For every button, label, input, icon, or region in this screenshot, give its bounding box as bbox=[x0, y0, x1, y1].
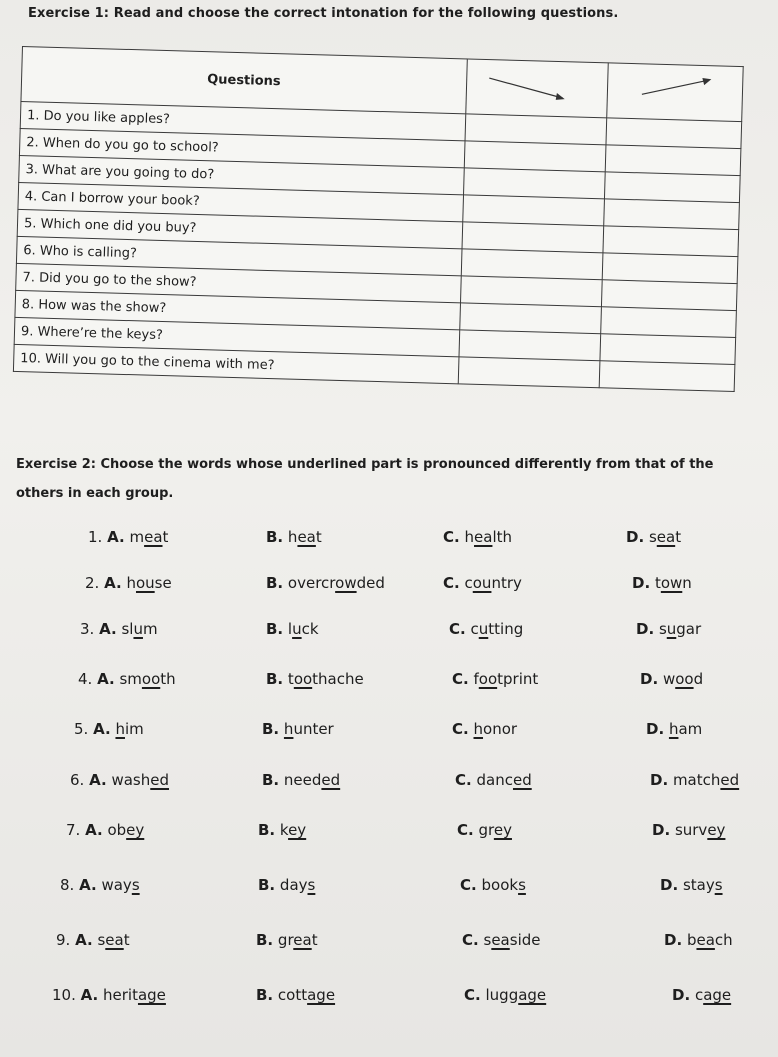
option-word bbox=[111, 771, 169, 789]
option-c[interactable] bbox=[452, 720, 517, 738]
item-number: 6. bbox=[70, 771, 85, 789]
option-letter: B. bbox=[256, 931, 274, 949]
option-letter: A. bbox=[99, 620, 117, 638]
option-a[interactable] bbox=[85, 574, 172, 592]
word-prefix: w bbox=[662, 670, 676, 688]
word-prefix: herit bbox=[103, 986, 138, 1004]
word-prefix: h bbox=[464, 528, 475, 546]
question-item-8 bbox=[0, 876, 778, 900]
falling-answer-cell[interactable] bbox=[461, 249, 603, 280]
option-letter: B. bbox=[258, 821, 276, 839]
underlined-part: ou bbox=[472, 574, 492, 592]
option-b[interactable] bbox=[256, 931, 318, 949]
falling-answer-cell[interactable] bbox=[459, 330, 601, 361]
option-c[interactable] bbox=[452, 670, 538, 688]
question-item-1 bbox=[0, 528, 778, 552]
option-word bbox=[284, 720, 334, 738]
falling-arrow-icon bbox=[484, 72, 575, 105]
option-d[interactable] bbox=[650, 771, 739, 789]
option-letter: B. bbox=[256, 986, 274, 1004]
option-word bbox=[129, 528, 168, 546]
question-item-7 bbox=[0, 821, 778, 845]
falling-answer-cell[interactable] bbox=[458, 357, 600, 388]
word-prefix: way bbox=[101, 876, 132, 894]
underlined-part: u bbox=[292, 620, 302, 638]
option-word bbox=[284, 771, 340, 789]
option-b[interactable] bbox=[256, 986, 335, 1004]
exercise2-title bbox=[16, 450, 776, 508]
word-prefix: b bbox=[686, 931, 697, 949]
option-letter: B. bbox=[266, 620, 284, 638]
option-word bbox=[479, 821, 512, 839]
option-b[interactable] bbox=[258, 821, 306, 839]
rising-answer-cell[interactable] bbox=[600, 334, 736, 365]
rising-answer-cell[interactable] bbox=[604, 172, 740, 203]
question-text: 3. What are you going to do? bbox=[19, 155, 464, 194]
item-number: 2. bbox=[85, 574, 100, 592]
falling-answer-cell[interactable] bbox=[459, 303, 601, 334]
word-prefix: cott bbox=[277, 986, 308, 1004]
option-c[interactable] bbox=[457, 821, 512, 839]
option-c[interactable] bbox=[460, 876, 526, 894]
word-prefix: s bbox=[658, 620, 667, 638]
word-suffix: unter bbox=[293, 720, 334, 738]
falling-answer-cell[interactable] bbox=[464, 141, 606, 172]
falling-answer-cell[interactable] bbox=[462, 195, 604, 226]
option-a[interactable] bbox=[78, 670, 176, 688]
option-b[interactable] bbox=[262, 720, 334, 738]
exercise1-label: Exercise 1: bbox=[28, 6, 110, 21]
underlined-part: ed bbox=[150, 771, 170, 789]
rising-answer-cell[interactable] bbox=[605, 145, 741, 176]
question-text: 6. Who is calling? bbox=[16, 236, 461, 275]
option-letter: A. bbox=[104, 574, 122, 592]
option-letter: C. bbox=[455, 771, 472, 789]
option-word bbox=[474, 670, 539, 688]
word-prefix: s bbox=[483, 931, 492, 949]
option-letter: D. bbox=[646, 720, 665, 738]
word-prefix: stay bbox=[682, 876, 715, 894]
underlined-part: oo bbox=[293, 670, 313, 688]
option-letter: A. bbox=[80, 986, 99, 1004]
question-text: 2. When do you go to school? bbox=[19, 128, 464, 167]
option-word bbox=[121, 620, 157, 638]
word-prefix: sm bbox=[119, 670, 142, 688]
option-letter: B. bbox=[262, 720, 280, 738]
option-letter: A. bbox=[85, 821, 103, 839]
falling-answer-cell[interactable] bbox=[460, 276, 602, 307]
underlined-part: ou bbox=[135, 574, 155, 592]
rising-answer-cell[interactable] bbox=[601, 280, 737, 311]
option-letter: D. bbox=[636, 620, 655, 638]
rising-answer-cell[interactable] bbox=[603, 226, 739, 257]
rising-answer-cell[interactable] bbox=[601, 307, 737, 338]
option-word bbox=[687, 931, 733, 949]
rising-arrow-header bbox=[607, 63, 744, 122]
option-word bbox=[484, 931, 541, 949]
underlined-part: ed bbox=[321, 771, 341, 789]
underlined-part: ey bbox=[288, 821, 307, 839]
option-b[interactable] bbox=[266, 670, 364, 688]
option-word bbox=[107, 821, 144, 839]
option-word bbox=[659, 620, 701, 638]
option-d[interactable] bbox=[652, 821, 725, 839]
underlined-part: oo bbox=[478, 670, 498, 688]
option-word bbox=[280, 821, 306, 839]
option-word bbox=[669, 720, 702, 738]
underlined-part: h bbox=[115, 720, 125, 738]
question-text: 5. Which one did you buy? bbox=[17, 209, 462, 248]
option-a[interactable] bbox=[74, 720, 144, 738]
word-suffix: m bbox=[142, 620, 158, 638]
exercise2-label: Exercise 2: bbox=[16, 457, 96, 472]
word-prefix: gr bbox=[478, 821, 494, 839]
question-item-5 bbox=[0, 720, 778, 744]
option-b[interactable] bbox=[262, 771, 340, 789]
word-prefix: c bbox=[470, 620, 479, 638]
question-text: 8. How was the show? bbox=[15, 290, 460, 329]
option-letter: C. bbox=[443, 528, 460, 546]
word-prefix: t bbox=[654, 574, 661, 592]
option-b[interactable] bbox=[266, 620, 319, 638]
question-text: 9. Where’re the keys? bbox=[14, 317, 459, 356]
option-d[interactable] bbox=[664, 931, 733, 949]
rising-answer-cell[interactable] bbox=[604, 199, 740, 230]
option-letter: D. bbox=[626, 528, 645, 546]
word-suffix: t bbox=[315, 528, 322, 546]
word-suffix: gar bbox=[676, 620, 702, 638]
word-suffix: thache bbox=[312, 670, 364, 688]
option-c[interactable] bbox=[464, 986, 546, 1004]
option-c[interactable] bbox=[443, 528, 512, 546]
underlined-part: ey bbox=[126, 821, 145, 839]
underlined-part: oo bbox=[675, 670, 694, 688]
underlined-part: ey bbox=[493, 821, 512, 839]
word-prefix: c bbox=[464, 574, 473, 592]
word-prefix: s bbox=[97, 931, 106, 949]
item-number: 7. bbox=[66, 821, 81, 839]
item-number: 8. bbox=[60, 876, 75, 894]
rising-answer-cell[interactable] bbox=[606, 118, 742, 149]
option-letter: C. bbox=[449, 620, 466, 638]
word-prefix: sl bbox=[121, 620, 134, 638]
option-b[interactable] bbox=[258, 876, 315, 894]
option-d[interactable] bbox=[672, 986, 731, 1004]
option-word bbox=[683, 876, 723, 894]
option-letter: C. bbox=[464, 986, 481, 1004]
option-letter: C. bbox=[452, 720, 469, 738]
option-letter: C. bbox=[452, 670, 469, 688]
option-letter: C. bbox=[457, 821, 474, 839]
word-suffix: im bbox=[124, 720, 144, 738]
option-letter: D. bbox=[632, 574, 651, 592]
underlined-part: ea bbox=[293, 931, 312, 949]
option-word bbox=[115, 720, 143, 738]
item-number: 5. bbox=[74, 720, 89, 738]
word-prefix: k bbox=[279, 821, 289, 839]
option-c[interactable] bbox=[449, 620, 523, 638]
question-text: 1. Do you like apples? bbox=[20, 101, 465, 140]
falling-arrow-header bbox=[465, 59, 608, 118]
option-letter: D. bbox=[672, 986, 691, 1004]
option-a[interactable] bbox=[60, 876, 140, 894]
option-c[interactable] bbox=[462, 931, 540, 949]
option-letter: A. bbox=[89, 771, 107, 789]
word-prefix: danc bbox=[476, 771, 513, 789]
option-a[interactable] bbox=[70, 771, 169, 789]
option-word bbox=[288, 528, 322, 546]
option-d[interactable] bbox=[640, 670, 703, 688]
exercise1-title bbox=[28, 6, 618, 21]
word-suffix: ded bbox=[356, 574, 385, 592]
underlined-part: age bbox=[307, 986, 336, 1004]
option-a[interactable] bbox=[52, 986, 166, 1004]
option-letter: A. bbox=[93, 720, 111, 738]
underlined-part: ow bbox=[335, 574, 357, 592]
option-word bbox=[673, 771, 739, 789]
item-number: 3. bbox=[80, 620, 95, 638]
option-a[interactable] bbox=[56, 931, 130, 949]
option-d[interactable] bbox=[626, 528, 681, 546]
word-suffix: onor bbox=[483, 720, 518, 738]
word-prefix: c bbox=[694, 986, 704, 1004]
underlined-part: h bbox=[473, 720, 484, 738]
word-suffix: th bbox=[160, 670, 176, 688]
option-word bbox=[278, 931, 318, 949]
option-b[interactable] bbox=[266, 528, 322, 546]
word-suffix: n bbox=[682, 574, 692, 592]
option-d[interactable] bbox=[660, 876, 723, 894]
underlined-part: ea bbox=[696, 931, 715, 949]
option-word bbox=[675, 821, 725, 839]
option-c[interactable] bbox=[443, 574, 522, 592]
underlined-part: ea bbox=[144, 528, 163, 546]
option-letter: C. bbox=[462, 931, 479, 949]
word-prefix: lugg bbox=[485, 986, 519, 1004]
word-prefix: book bbox=[481, 876, 519, 894]
item-number: 10. bbox=[52, 986, 76, 1004]
underlined-part: age bbox=[137, 986, 166, 1004]
question-item-2 bbox=[0, 574, 778, 598]
word-suffix: ck bbox=[301, 620, 319, 638]
underlined-part: ow bbox=[660, 574, 683, 592]
option-letter: A. bbox=[79, 876, 97, 894]
option-word bbox=[103, 986, 166, 1004]
option-a[interactable] bbox=[80, 620, 158, 638]
option-d[interactable] bbox=[632, 574, 692, 592]
word-prefix: overcr bbox=[287, 574, 336, 592]
word-prefix: gr bbox=[277, 931, 294, 949]
option-word bbox=[101, 876, 139, 894]
word-prefix: h bbox=[126, 574, 136, 592]
item-number: 4. bbox=[78, 670, 93, 688]
option-letter: C. bbox=[460, 876, 477, 894]
question-item-6 bbox=[0, 771, 778, 795]
word-prefix: l bbox=[287, 620, 293, 638]
option-letter: A. bbox=[97, 670, 115, 688]
option-letter: D. bbox=[652, 821, 671, 839]
word-prefix: s bbox=[648, 528, 657, 546]
option-d[interactable] bbox=[646, 720, 702, 738]
rising-answer-cell[interactable] bbox=[602, 253, 738, 284]
option-letter: A. bbox=[107, 528, 125, 546]
word-suffix: side bbox=[509, 931, 541, 949]
underlined-part: h bbox=[668, 720, 679, 738]
underlined-part: ed bbox=[512, 771, 532, 789]
underlined-part: u bbox=[666, 620, 677, 638]
underlined-part: ea bbox=[656, 528, 676, 546]
question-item-4 bbox=[0, 670, 778, 694]
question-text: 10. Will you go to the cinema with me? bbox=[13, 344, 458, 383]
option-word bbox=[655, 574, 692, 592]
option-word bbox=[126, 574, 171, 592]
option-a[interactable] bbox=[88, 528, 168, 546]
option-b[interactable] bbox=[266, 574, 385, 592]
questions-header: Questions bbox=[21, 47, 467, 114]
item-number: 1. bbox=[88, 528, 103, 546]
option-letter: D. bbox=[664, 931, 683, 949]
word-suffix: t bbox=[311, 931, 318, 949]
question-item-9 bbox=[0, 931, 778, 955]
word-suffix: tprint bbox=[497, 670, 539, 688]
word-suffix: t bbox=[675, 528, 682, 546]
rising-arrow-icon bbox=[638, 72, 719, 104]
option-letter: D. bbox=[650, 771, 669, 789]
question-item-10 bbox=[0, 986, 778, 1010]
rising-answer-cell[interactable] bbox=[599, 361, 735, 392]
underlined-part: s bbox=[714, 876, 723, 894]
option-letter: B. bbox=[266, 670, 284, 688]
word-suffix: tting bbox=[488, 620, 524, 638]
intonation-table bbox=[13, 46, 744, 392]
underlined-part: age bbox=[518, 986, 547, 1004]
word-suffix: lth bbox=[492, 528, 512, 546]
underlined-part: age bbox=[703, 986, 732, 1004]
option-letter: B. bbox=[262, 771, 280, 789]
option-letter: D. bbox=[640, 670, 659, 688]
option-word bbox=[97, 931, 129, 949]
option-word bbox=[474, 720, 518, 738]
option-word bbox=[663, 670, 703, 688]
option-letter: B. bbox=[266, 528, 284, 546]
exercise2-instruction-line2: others in each group. bbox=[16, 486, 174, 501]
option-word bbox=[280, 876, 315, 894]
word-prefix: wash bbox=[111, 771, 151, 789]
option-word bbox=[288, 574, 385, 592]
intonation-table-wrap bbox=[12, 46, 762, 437]
option-word bbox=[119, 670, 175, 688]
option-letter: D. bbox=[660, 876, 679, 894]
option-letter: B. bbox=[266, 574, 284, 592]
option-letter: A. bbox=[75, 931, 93, 949]
word-suffix: ntry bbox=[491, 574, 522, 592]
underlined-part: s bbox=[518, 876, 526, 894]
option-a[interactable] bbox=[66, 821, 144, 839]
option-word bbox=[278, 986, 335, 1004]
underlined-part: u bbox=[133, 620, 143, 638]
word-suffix: t bbox=[162, 528, 169, 546]
word-suffix: t bbox=[123, 931, 130, 949]
option-word bbox=[695, 986, 731, 1004]
word-suffix: am bbox=[678, 720, 703, 738]
underlined-part: ey bbox=[707, 821, 726, 839]
option-word bbox=[649, 528, 681, 546]
question-text: 7. Did you go to the show? bbox=[16, 263, 461, 302]
option-word bbox=[465, 528, 513, 546]
word-prefix: m bbox=[129, 528, 145, 546]
option-word bbox=[486, 986, 547, 1004]
falling-answer-cell[interactable] bbox=[463, 168, 605, 199]
underlined-part: ea bbox=[297, 528, 316, 546]
word-prefix: surv bbox=[674, 821, 708, 839]
word-suffix: se bbox=[154, 574, 172, 592]
option-word bbox=[482, 876, 526, 894]
word-prefix: f bbox=[473, 670, 479, 688]
word-prefix: t bbox=[287, 670, 294, 688]
underlined-part: s bbox=[131, 876, 140, 894]
option-word bbox=[465, 574, 522, 592]
underlined-part: ed bbox=[720, 771, 740, 789]
option-c[interactable] bbox=[455, 771, 532, 789]
underlined-part: ea bbox=[491, 931, 510, 949]
option-word bbox=[471, 620, 524, 638]
falling-answer-cell[interactable] bbox=[462, 222, 604, 253]
question-text: 4. Can I borrow your book? bbox=[18, 182, 463, 221]
underlined-part: u bbox=[478, 620, 489, 638]
item-number: 9. bbox=[56, 931, 71, 949]
exercise2-instruction-line1: Exercise 2: Choose the words whose underlined part is pronounced differently from that of the bbox=[16, 457, 714, 472]
option-letter: B. bbox=[258, 876, 276, 894]
word-suffix: d bbox=[693, 670, 704, 688]
word-suffix: ch bbox=[714, 931, 733, 949]
underlined-part: ea bbox=[105, 931, 124, 949]
falling-answer-cell[interactable] bbox=[465, 114, 607, 145]
option-word bbox=[288, 620, 319, 638]
underlined-part: s bbox=[307, 876, 316, 894]
word-prefix: ob bbox=[107, 821, 127, 839]
question-item-3 bbox=[0, 620, 778, 644]
underlined-part: ea bbox=[474, 528, 493, 546]
word-prefix: day bbox=[279, 876, 308, 894]
option-word bbox=[477, 771, 532, 789]
word-prefix: match bbox=[672, 771, 721, 789]
option-word bbox=[288, 670, 364, 688]
underlined-part: h bbox=[283, 720, 294, 738]
exercise1-instruction: Read and choose the correct intonation for the following questions. bbox=[113, 6, 619, 21]
option-d[interactable] bbox=[636, 620, 701, 638]
word-prefix: h bbox=[287, 528, 298, 546]
word-prefix: need bbox=[283, 771, 322, 789]
underlined-part: oo bbox=[141, 670, 161, 688]
option-letter: C. bbox=[443, 574, 460, 592]
